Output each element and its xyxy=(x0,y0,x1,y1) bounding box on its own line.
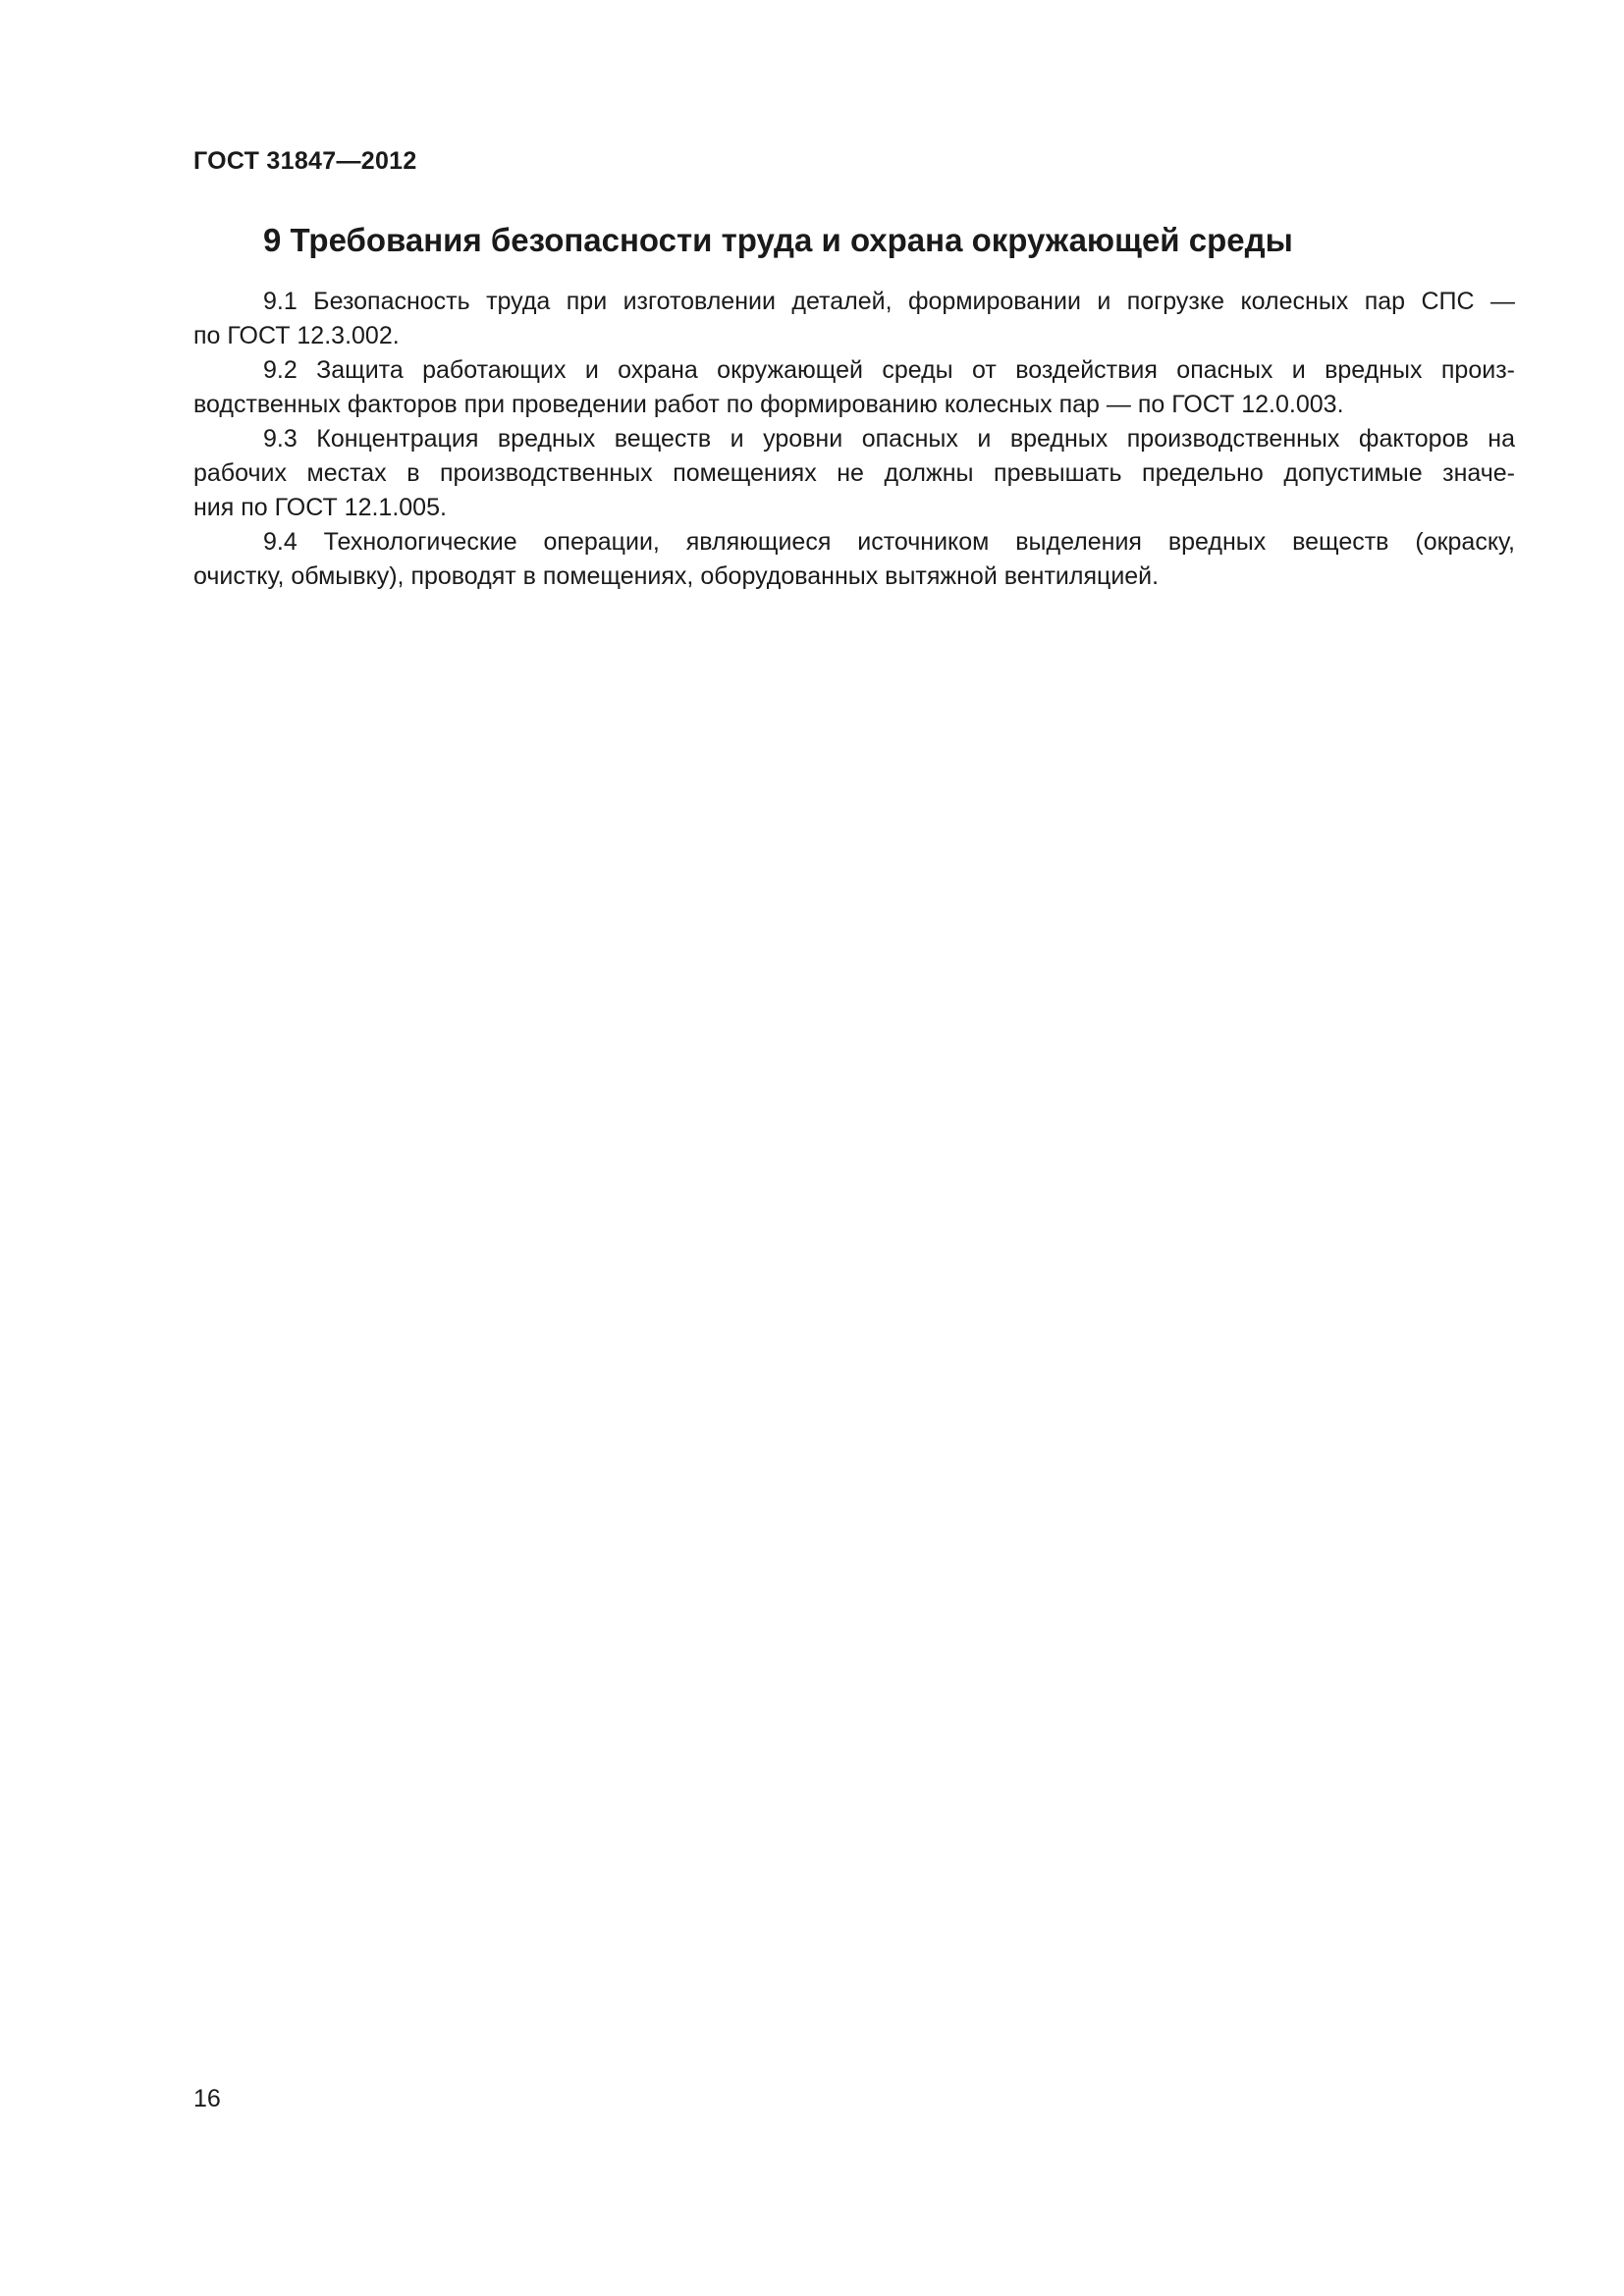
paragraph-line: по ГОСТ 12.3.002. xyxy=(193,322,400,349)
paragraph-line: 9.3 Концентрация вредных веществ и уровни опасных и вредных производственных факторов на xyxy=(263,425,1515,453)
section-body xyxy=(193,285,1515,594)
paragraph-line: 9.1 Безопасность труда при изготовлении деталей, формировании и погрузке колесных пар СПС — xyxy=(263,288,1515,315)
paragraph-9-1 xyxy=(193,285,1515,353)
section-title: 9 Требования безопасности труда и охрана окружающей среды xyxy=(263,222,1293,258)
paragraph-line: ния по ГОСТ 12.1.005. xyxy=(193,494,447,521)
page-number: 16 xyxy=(193,2085,221,2112)
paragraph-line: рабочих местах в производственных помещениях не должны превышать предельно допустимые значе- xyxy=(193,459,1515,487)
paragraph-line: 9.2 Защита работающих и охрана окружающей среды от воздействия опасных и вредных произ- xyxy=(263,356,1515,384)
paragraph-9-3 xyxy=(193,422,1515,525)
paragraph-9-4 xyxy=(193,525,1515,594)
paragraph-line: 9.4 Технологические операции, являющиеся источником выделения вредных веществ (окраску, xyxy=(263,528,1515,556)
document-header-id: ГОСТ 31847—2012 xyxy=(193,147,417,175)
paragraph-line: очистку, обмывку), проводят в помещениях, оборудованных вытяжной вентиляцией. xyxy=(193,562,1160,590)
paragraph-line: водственных факторов при проведении работ по формированию колесных пар — по ГОСТ 12.0.003. xyxy=(193,391,1344,418)
paragraph-9-2 xyxy=(193,353,1515,422)
